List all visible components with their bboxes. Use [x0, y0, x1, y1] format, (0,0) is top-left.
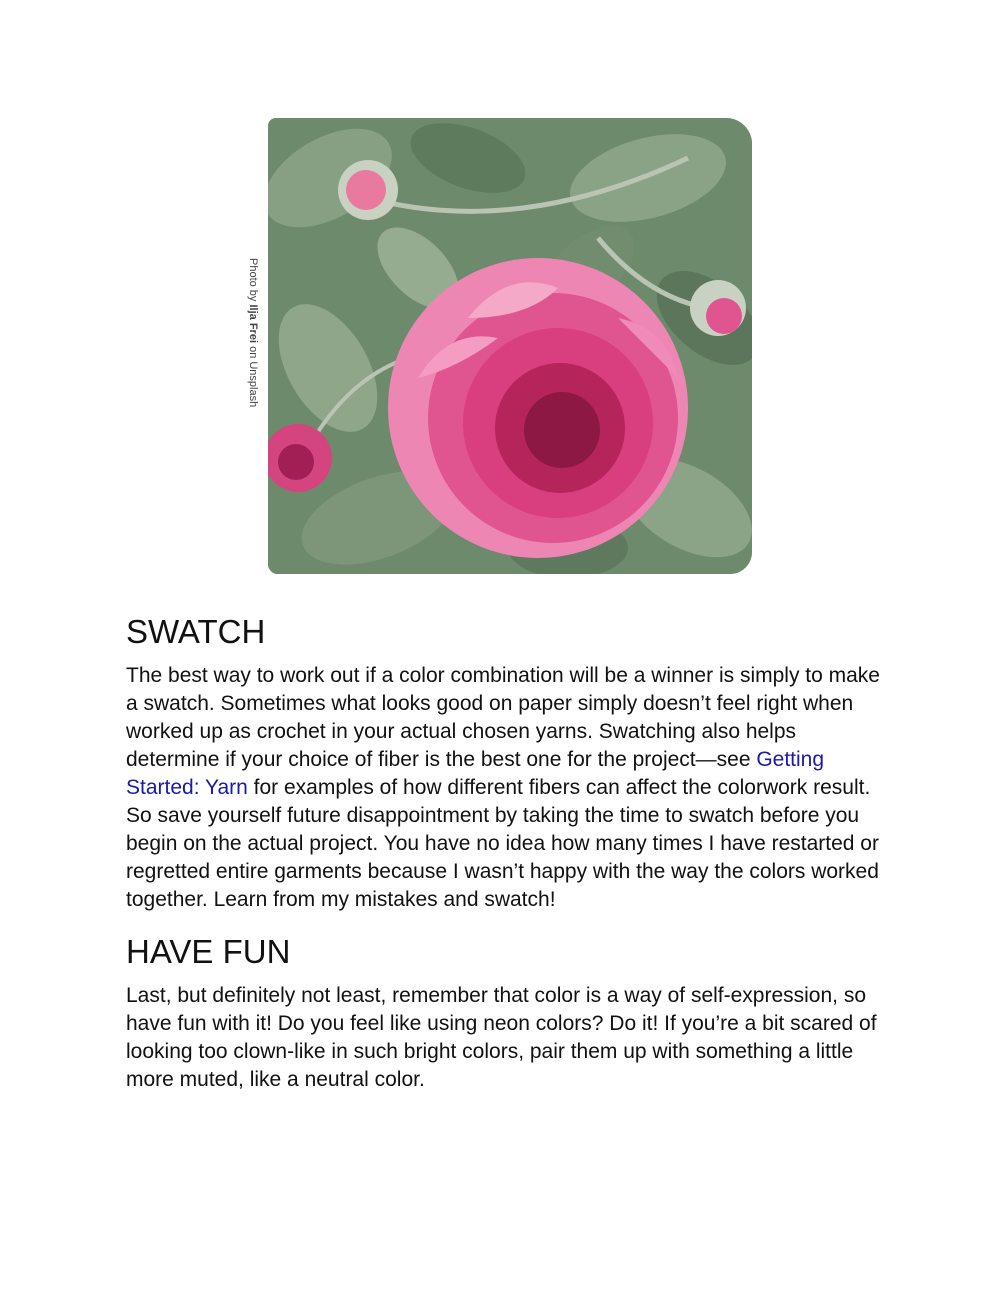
rose-illustration	[268, 118, 752, 574]
photo-credit: Photo by Ilja Frei on Unsplash	[247, 258, 259, 408]
have-fun-heading: HAVE FUN	[126, 933, 291, 970]
getting-started-yarn-link[interactable]: Getting Started: Yarn	[126, 748, 825, 799]
have-fun-paragraph: Last, but definitely not least, remember that color is a way of self-expression, so have fun with it! Do you feel like using neon colors? Do it! If you’re a bit scared of looking too clown-like in such bright colors, pair them up with something a little more muted, like a neutral color.	[126, 984, 877, 1091]
rose-photo	[268, 118, 752, 574]
swatch-paragraph: The best way to work out if a color combination will be a winner is simply to make a swatch. Sometimes what looks good on paper simply doesn’t feel right when worked up as crochet in your actual chosen yarns. Swatching also helps determine if your choice of fiber is the best one for the project—see Getting Started: Yarn for examples of how different fibers can affect the colorwork result. So save yourself future disappointment by taking the time to swatch before you begin on the actual project. You have no idea how many times I have restarted or regretted entire garments because I wasn’t happy with the way the colors worked together. Learn from my mistakes and swatch!	[126, 664, 880, 911]
page-content	[126, 612, 886, 1094]
swatch-heading: SWATCH	[126, 613, 266, 650]
